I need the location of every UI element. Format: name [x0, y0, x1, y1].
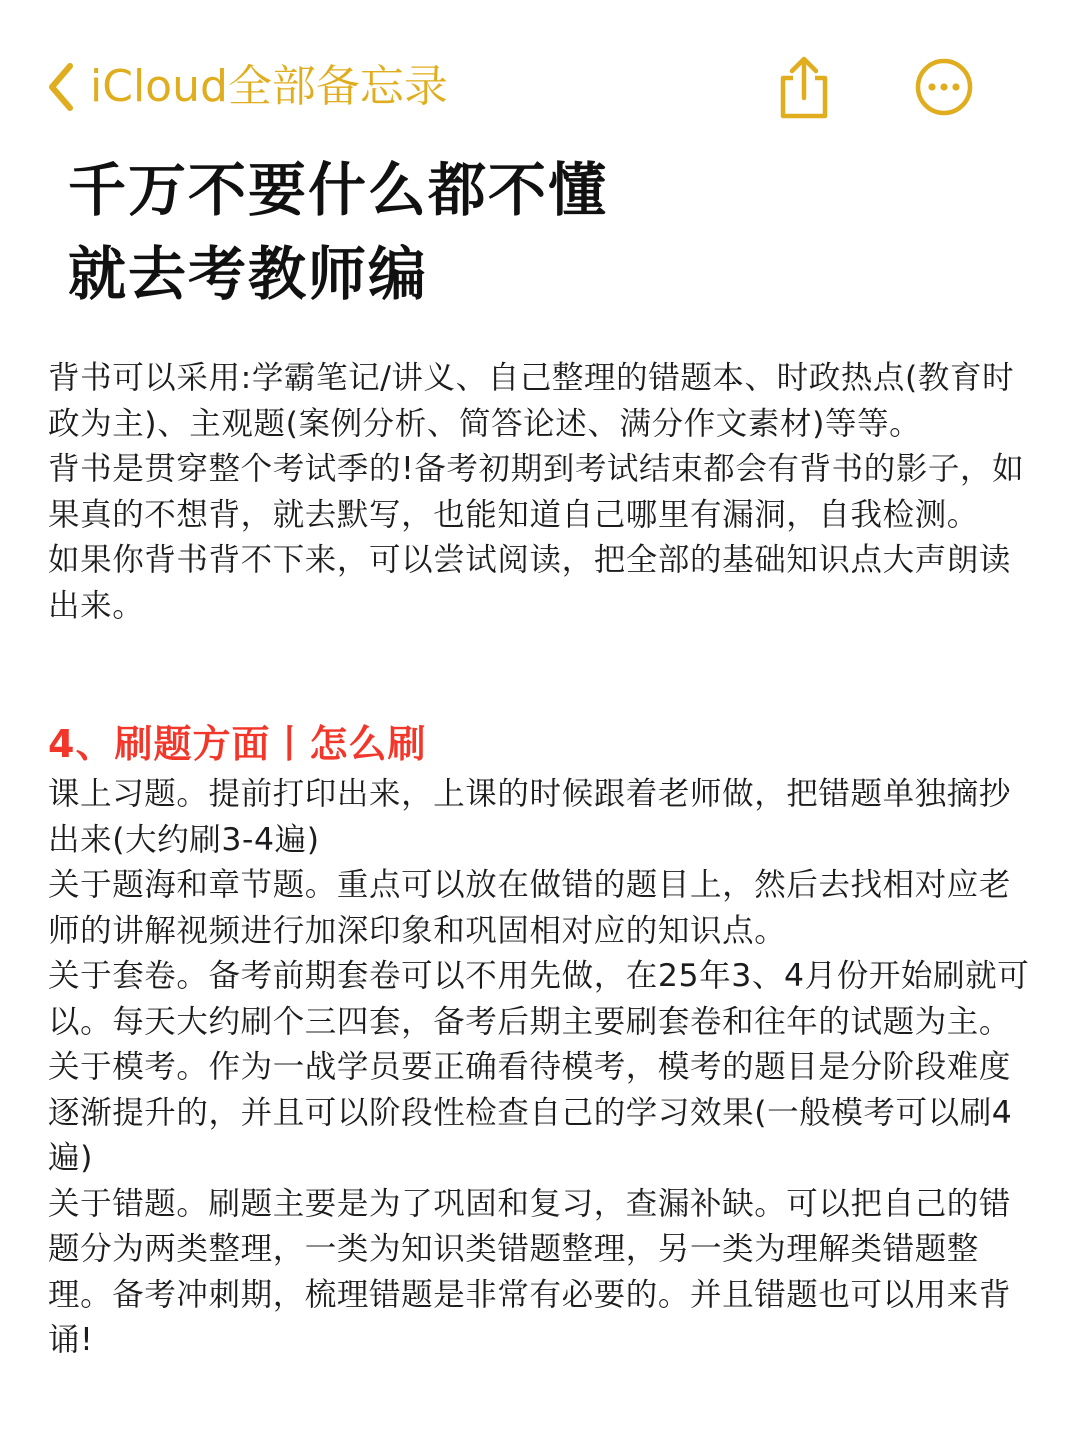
paragraph: 关于错题。刷题主要是为了巩固和复习，查漏补缺。可以把自己的错题分为两类整理，一类为知识类错题整理，另一类为理解类错题整理。备考冲刺期，梳理错题是非常有必要的。并且错题也可以用来背诵! [48, 1185, 1012, 1358]
more-options-button[interactable] [912, 52, 976, 122]
paragraph: 关于套卷。备考前期套卷可以不用先做，在25年3、4月份开始刷就可以。每天大约刷个三四套，备考后期主要刷套卷和往年的试题为主。 [48, 958, 1030, 1040]
section-heading: 4、刷题方面丨怎么刷 [48, 722, 427, 766]
paragraph: 课上习题。提前打印出来，上课的时候跟着老师做，把错题单独摘抄出来(大约刷3-4遍) [48, 776, 1012, 858]
chevron-left-icon [46, 62, 76, 112]
more-icon [914, 57, 974, 117]
note-title-line-2: 就去考教师编 [68, 240, 429, 308]
note-body-section-2 [48, 718, 1033, 1364]
paragraph: 背书可以采用:学霸笔记/讲义、自己整理的错题本、时政热点(教育时政为主)、主观题(案例分析、简答论述、满分作文素材)等等。 [48, 360, 1015, 442]
paragraph: 如果你背书背不下来，可以尝试阅读，把全部的基础知识点大声朗读出来。 [48, 542, 1012, 624]
navigation-bar [0, 0, 1080, 140]
back-button-label: iCloud全部备忘录 [90, 61, 448, 112]
paragraph: 背书是贯穿整个考试季的!备考初期到考试结束都会有背书的影子，如果真的不想背，就去默写，也能知道自己哪里有漏洞，自我检测。 [48, 451, 1025, 533]
note-body-section-1 [48, 356, 1033, 629]
back-button[interactable] [46, 56, 448, 118]
note-title-line-1: 千万不要什么都不懂 [68, 156, 609, 224]
note-title [68, 148, 1028, 316]
share-icon [777, 54, 831, 120]
share-button[interactable] [772, 52, 836, 122]
paragraph: 关于题海和章节题。重点可以放在做错的题目上，然后去找相对应老师的讲解视频进行加深印象和巩固相对应的知识点。 [48, 867, 1012, 949]
paragraph: 关于模考。作为一战学员要正确看待模考，模考的题目是分阶段难度逐渐提升的，并且可以阶段性检查自己的学习效果(一般模考可以刷4遍) [48, 1049, 1013, 1176]
